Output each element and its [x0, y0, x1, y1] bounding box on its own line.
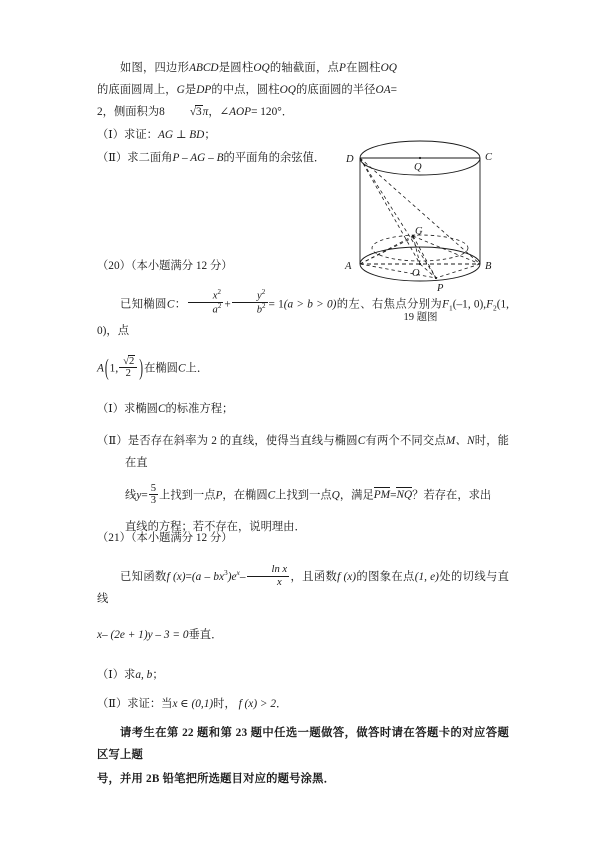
q20-part1 [97, 398, 509, 420]
q19-line1-m: 的 [211, 84, 223, 96]
sqrt-3-radicand: 3 [196, 106, 202, 118]
q21-expr-b: )e [227, 570, 237, 583]
q19-line1-i: 的底面圆周上， [97, 84, 177, 96]
q20-stem-g: 上． [185, 362, 209, 375]
q19-line2-m: ． [281, 106, 294, 118]
q19-line2-e: = 2 [97, 84, 397, 118]
figure-label-A: A [345, 261, 352, 272]
ellipse-frac-x: $\frac{x^2}{a^2}$ [188, 289, 224, 316]
q20-p2l2-e: ，在椭圆 [222, 489, 268, 501]
q19-line2-c: 的底面圆的半径 [295, 84, 376, 96]
focus-2-sub: 2 [493, 303, 497, 313]
q21-line2-x: x [97, 629, 103, 642]
q19-line1-g: 在圆柱 [345, 62, 381, 74]
q20-part2-line3: 直线的方程；若不存在，说明理由． [125, 520, 306, 533]
q19-line1-e: 的轴截面，点 [269, 62, 339, 74]
q20-part2-a: （Ⅱ）是否存在斜率为 2 的直线，使得当直线与椭圆 [97, 434, 358, 447]
q20-p2l2-y: y [136, 489, 142, 501]
sqrt-2-radicand: 2 [128, 355, 135, 367]
q20-p2l2-Q: Q [331, 489, 340, 501]
q20-part1-var: C [157, 402, 166, 415]
q20-plus: + [224, 298, 231, 311]
q21-stem-a: 已知函数 [120, 570, 167, 583]
q20-comma: , [483, 298, 487, 311]
q21-fx2: f (x) [337, 570, 357, 583]
q20-eq-one: = 1 [268, 298, 284, 311]
q21-part2-cond: x ∈ (0,1) [172, 698, 214, 711]
q20-stem-a: 已知椭圆 [120, 298, 167, 311]
q20-p2l2-c: 上找到一点 [159, 489, 216, 501]
line-y-den: 3 [150, 495, 157, 507]
q19-line2-k: ∠AOP [219, 106, 252, 118]
figure-label-G: G [415, 226, 423, 237]
notice-line-1: 请考生在第 22 题和第 23 题中任选一题做答，做答时请在答题卡的对应答题区写上题 [97, 727, 509, 761]
point-a-y-den: 2 [125, 368, 131, 380]
q20-stem-b: C [166, 298, 175, 311]
q21-stem-d: 处的切线与直线 [97, 570, 509, 606]
q21-line2-c: 垂直． [188, 629, 223, 642]
q19-part2-end: 的平面角的余弦值． [223, 152, 326, 164]
q19-part2 [97, 147, 337, 169]
q21-stem-line2 [97, 624, 509, 646]
exam-notice-block [97, 722, 509, 790]
focus-2-symbol: F [486, 298, 494, 311]
q20-part1-label: （Ⅰ）求椭圆 [97, 402, 158, 415]
q21-line2-b: – (2e + 1)y – 3 = 0 [102, 629, 189, 642]
q21-part1-end: ； [152, 669, 164, 682]
q19-part2-label: （Ⅱ）求二面角 [97, 152, 173, 164]
q21-expr-sup: 3 [224, 568, 228, 577]
q20-cond: (a > b > 0) [283, 298, 337, 311]
q19-part2-body: P – AG – B [172, 152, 224, 164]
q21-stem-c: 的图象在点 [356, 570, 415, 583]
q21-part1-vars: a, b [135, 669, 153, 682]
q19-line1-j: G [176, 84, 185, 96]
ellipse-frac-x-num: x [212, 290, 218, 302]
q19-part1-end: ； [204, 129, 216, 141]
vector-PM: PM [373, 489, 391, 501]
q19-line2-b: OQ [279, 84, 296, 96]
q21-part2-end: ． [276, 698, 288, 711]
q20-stem-f: C [177, 362, 186, 375]
q21-part1-label: （Ⅰ）求 [97, 669, 136, 682]
q19-line1-k: 是 [184, 84, 197, 96]
ellipse-frac-x-den: a [212, 304, 218, 316]
q21-eq: = [185, 570, 192, 583]
q19-line2-f: ，侧面积为 [102, 106, 160, 118]
q20-part2-line2 [97, 483, 509, 507]
sqrt-3: √3 [189, 106, 202, 118]
q21-point: (1, e) [414, 570, 439, 583]
point-a-symbol: A [97, 362, 104, 375]
focus-1-sub: 1 [449, 303, 453, 313]
left-paren: ( [104, 356, 109, 381]
q19-part1 [97, 124, 337, 146]
q19-line2-g: 8 [159, 106, 165, 118]
q21-expr-a: (a – bx [191, 570, 225, 583]
focus-1-coord: (–1, 0) [452, 298, 484, 311]
q19-line2-l: = 120° [251, 106, 282, 118]
right-paren: ) [139, 356, 144, 381]
ellipse-frac-y-num: y [256, 290, 262, 302]
ellipse-frac-y-den: b [256, 304, 262, 316]
lnx-den: x [276, 576, 282, 588]
q19-line1-c: 是圆柱 [218, 62, 254, 74]
figure-label-B: B [485, 261, 492, 272]
q20-stem-c: 的左、右焦点分别为 [336, 298, 443, 311]
q20-point-line [97, 356, 509, 380]
q20-part2-e: 时，能在直 [125, 434, 509, 469]
figure-label-C: C [485, 152, 493, 163]
figure-label-O: O [412, 268, 420, 279]
question-20-block [97, 255, 509, 538]
q20-heading: （20）（本小题满分 12 分） [97, 260, 233, 272]
q19-line2-j: ， [208, 106, 220, 118]
focus-1-symbol: F [442, 298, 450, 311]
q20-p2l2-i: ，满足 [339, 489, 374, 501]
q21-expr-sup2: x [236, 568, 240, 577]
q20-part2-b: C [357, 434, 366, 447]
q19-line2-a: 中点，圆柱 [222, 84, 280, 96]
vector-NQ: NQ [396, 489, 413, 501]
q21-minus: – [239, 570, 246, 583]
q20-p2l2-j: ？若存在，求出 [412, 489, 492, 501]
q20-p2l2-g: 上找到一点 [275, 489, 332, 501]
q20-p2l2-eq2: = [390, 489, 397, 501]
figure-label-D: D [346, 154, 354, 165]
q20-p2l2-P: P [215, 489, 223, 501]
figure-caption-number: 19 [403, 312, 414, 323]
q20-part2-d: M、N [445, 434, 475, 447]
q20-p2l2-eq: = [141, 489, 148, 501]
q19-line1-d: OQ [253, 62, 270, 74]
lnx-num: ln x [271, 564, 288, 576]
ellipse-frac-y: $\frac{y^2}{b^2}$ [232, 289, 268, 316]
notice-line-2: 号，并用 2B 铅笔把所选题目对应的题号涂黑． [97, 773, 336, 785]
q20-p2l2-C: C [267, 489, 276, 501]
q20-stem-d: ，点 [106, 324, 130, 337]
question-21-block [97, 527, 509, 715]
point-a-y-frac [119, 356, 137, 380]
q19-line1-f: P [338, 62, 346, 74]
q21-part2-mid: 时， [213, 698, 236, 711]
q21-part2-concl: f (x) > 2 [238, 698, 276, 711]
q21-fx: f (x) [166, 570, 186, 583]
q21-heading: （21）（本小题满分 12 分） [97, 532, 233, 544]
q20-part1-end: 的标准方程； [165, 402, 234, 415]
q21-part2-label: （Ⅱ）求证：当 [97, 698, 173, 711]
q19-part1-body: AG ⊥ BD [157, 129, 205, 141]
q20-stem [97, 289, 509, 342]
q19-line2-d: OA [375, 84, 391, 96]
q20-part2-c: 有两个不同交点 [365, 434, 446, 447]
figure-caption-text: 题图 [416, 312, 438, 323]
q19-line2-i: π [202, 106, 209, 118]
q20-stem-e: 在椭圆 [144, 362, 178, 375]
q20-stem-colon: ： [174, 298, 187, 311]
focus-2-coord: (1, 0) [97, 298, 509, 337]
q21-part1 [97, 664, 509, 686]
line-y-num: 5 [150, 482, 157, 494]
line-y-frac [149, 483, 158, 507]
q20-p2l2-a: 线 [125, 489, 137, 501]
q21-stem-line1 [97, 562, 509, 610]
sqrt-2: √2 [123, 355, 135, 367]
q19-line1-l: DP [196, 84, 212, 96]
q19-line1-b: ABCD [189, 62, 219, 74]
figure-label-P: P [437, 283, 444, 294]
lnx-over-x-frac [247, 564, 290, 588]
point-a-x: 1, [109, 362, 119, 375]
q21-stem-b: ，且函数 [290, 570, 338, 583]
q19-line1-a: 如图，四边形 [120, 62, 190, 74]
q19-stem-paragraph [97, 57, 397, 123]
q20-part2-line1 [97, 430, 509, 474]
figure-label-Q: Q [414, 162, 422, 173]
q21-part2 [97, 693, 509, 715]
q19-part1-label: （Ⅰ）求证： [97, 129, 158, 141]
q19-line1-h: OQ [380, 62, 397, 74]
